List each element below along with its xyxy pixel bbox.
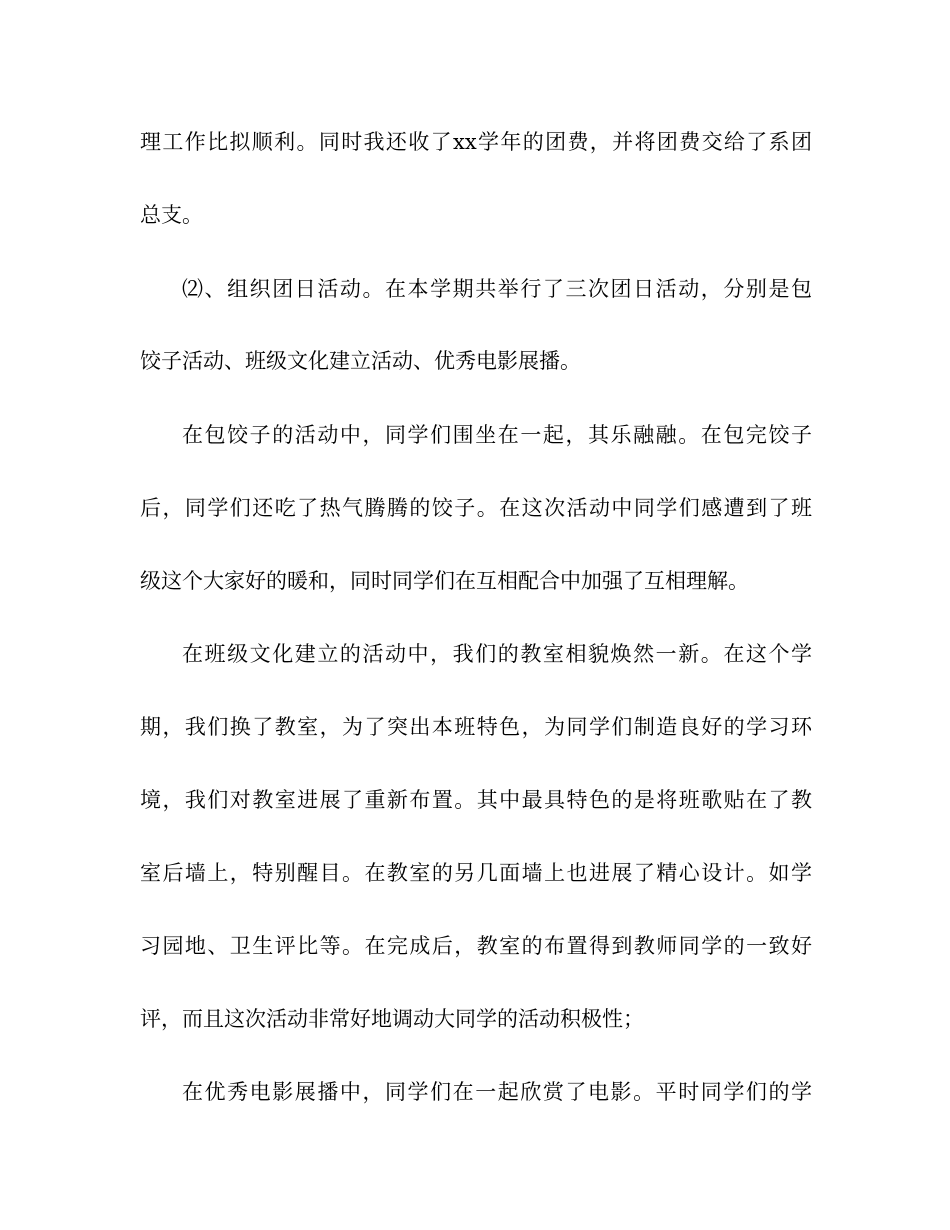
text-line: 后，同学们还吃了热气腾腾的饺子。在这次活动中同学们感遭到了班 bbox=[140, 496, 812, 520]
text-line: 评，而且这次活动非常好地调动大同学的活动积极性； bbox=[140, 1007, 644, 1031]
text-line: 总支。 bbox=[140, 203, 203, 227]
text-line: 习园地、卫生评比等。在完成后，教室的布置得到教师同学的一致好 bbox=[140, 934, 812, 958]
text-line: 在优秀电影展播中，同学们在一起欣赏了电影。平时同学们的学 bbox=[182, 1080, 812, 1104]
text-line: 级这个大家好的暖和，同时同学们在互相配合中加强了互相理解。 bbox=[140, 569, 749, 593]
text-line: 理工作比拟顺利。同时我还收了xx学年的团费，并将团费交给了系团 bbox=[140, 130, 812, 154]
text-line: ⑵、组织团日活动。在本学期共举行了三次团日活动，分别是包 bbox=[182, 277, 812, 301]
text-line: 室后墙上，特别醒目。在教室的另几面墙上也进展了精心设计。如学 bbox=[140, 861, 812, 885]
text-line: 期，我们换了教室，为了突出本班特色，为同学们制造良好的学习环 bbox=[140, 715, 812, 739]
text-line: 在班级文化建立的活动中，我们的教室相貌焕然一新。在这个学 bbox=[182, 642, 812, 666]
text-line: 饺子活动、班级文化建立活动、优秀电影展播。 bbox=[140, 349, 581, 373]
text-line: 在包饺子的活动中，同学们围坐在一起，其乐融融。在包完饺子 bbox=[182, 423, 812, 447]
text-line: 境，我们对教室进展了重新布置。其中最具特色的是将班歌贴在了教 bbox=[140, 788, 812, 812]
